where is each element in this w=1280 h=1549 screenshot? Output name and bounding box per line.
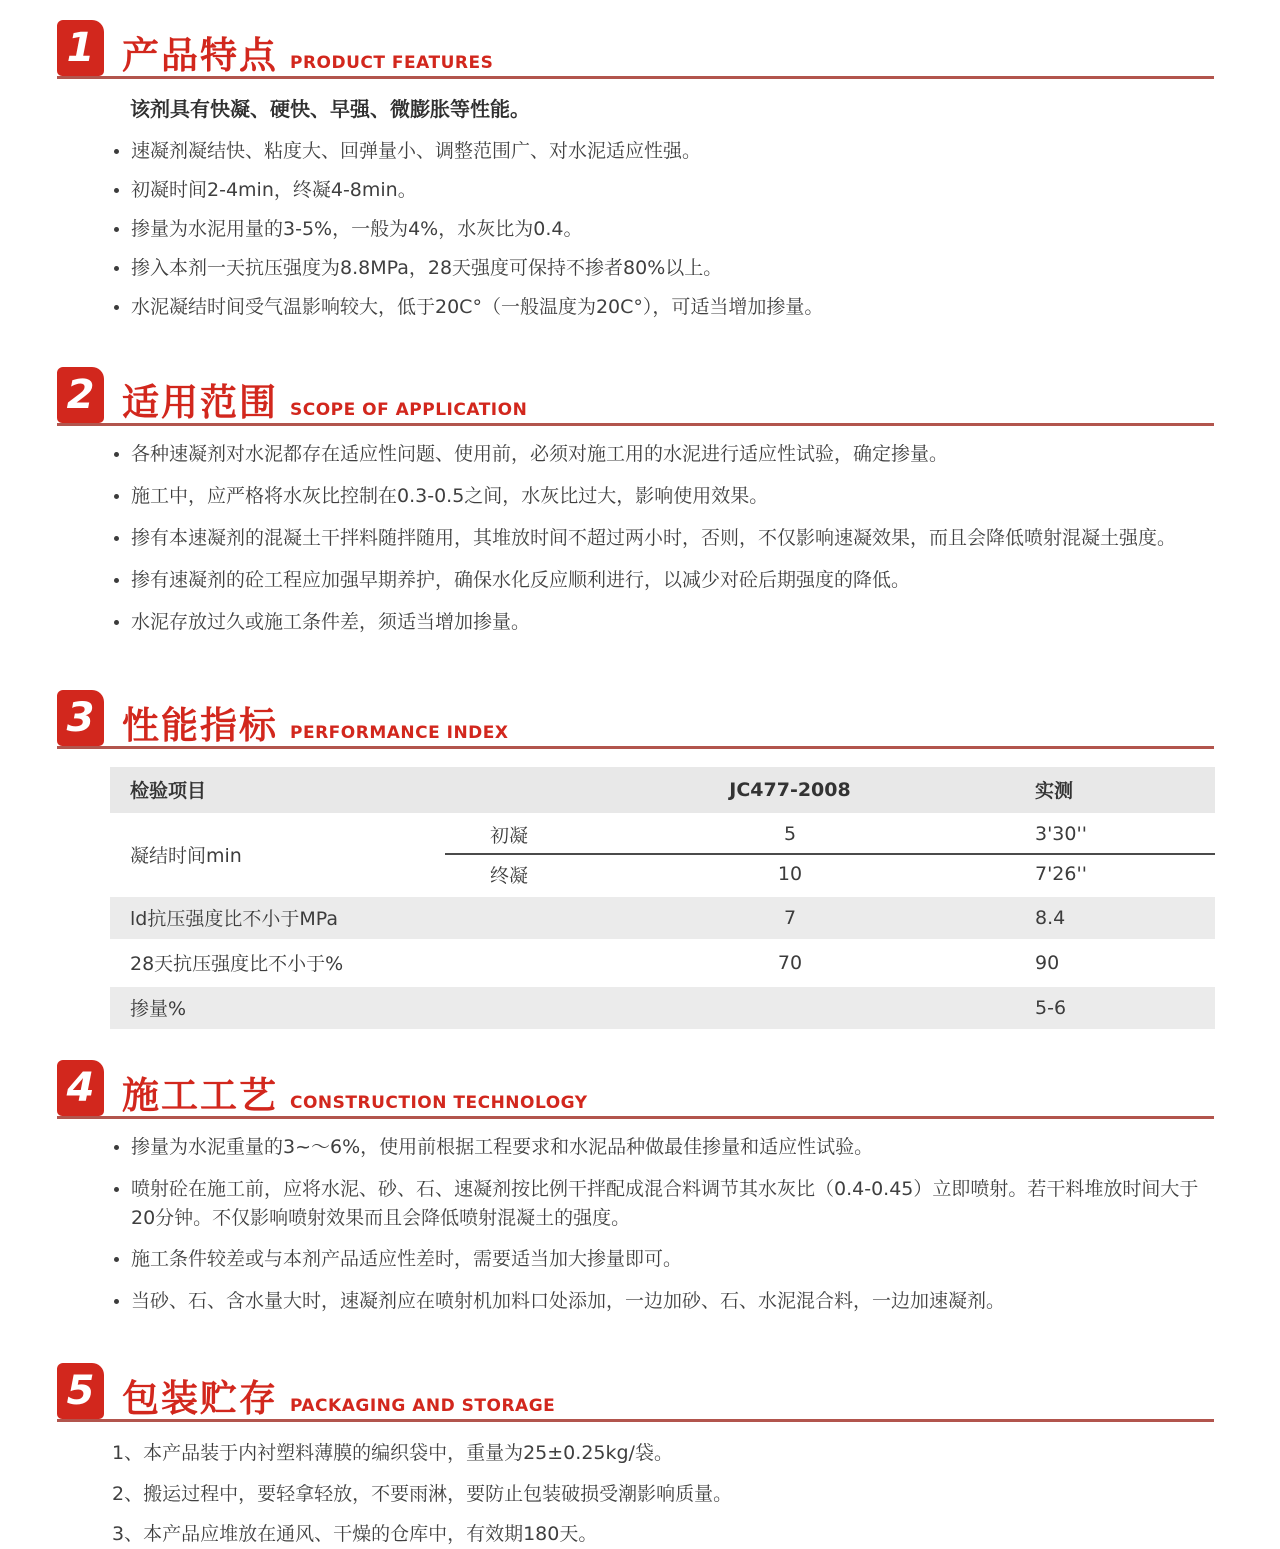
table-row — [110, 897, 1215, 939]
subrow-measured-value: 7'26'' — [1035, 863, 1087, 886]
section-5-badge — [57, 1363, 104, 1419]
section-1-header — [57, 20, 1214, 79]
subrow-standard-value: 10 — [777, 863, 803, 886]
section-4-title: 施工工艺 — [122, 1073, 278, 1117]
bullet-item: 喷射砼在施工前，应将水泥、砂、石、速凝剂按比例干拌配成混合料调节其水灰比（0.4-0.45）立即喷射。若干料堆放时间大于20分钟。不仅影响喷射效果而且会降低喷射混凝土的强度。 — [112, 1175, 1218, 1233]
subrow-label: 初凝 — [490, 824, 529, 847]
subrow-standard-value: 5 — [783, 823, 797, 846]
construction-list — [112, 1133, 1218, 1316]
numbered-item: 2、搬运过程中，要轻拿轻放，不要雨淋，要防止包装破损受潮影响质量。 — [112, 1482, 733, 1505]
row-standard-value: 7 — [783, 906, 797, 929]
setting-time-subrows — [445, 816, 1215, 894]
row-label: ld抗压强度比不小于MPa — [130, 908, 338, 931]
section-5-title: 包装贮存 — [122, 1377, 278, 1421]
col-header-item: 检验项目 — [130, 780, 207, 803]
bullet-item: 各种速凝剂对水泥都存在适应性问题、使用前，必须对施工用的水泥进行适应性试验，确定掺量。 — [112, 440, 1218, 469]
section-scope-of-application — [0, 367, 1280, 636]
scope-list — [112, 440, 1218, 636]
section-number: 3 — [66, 694, 95, 741]
bullet-item: 当砂、石、含水量大时，速凝剂应在喷射机加料口处添加，一边加砂、石、水泥混合料，一边加速凝剂。 — [112, 1287, 1218, 1316]
numbered-item: 3、本产品应堆放在通风、干燥的仓库中，有效期180天。 — [112, 1523, 598, 1546]
row-measured-value: 90 — [1035, 951, 1060, 974]
section-2-subtitle: SCOPE OF APPLICATION — [290, 400, 528, 421]
col-header-measured: 实测 — [1035, 780, 1074, 803]
section-2-header — [57, 367, 1214, 426]
bullet-item: 掺入本剂一天抗压强度为8.8MPa，28天强度可保持不掺者80%以上。 — [112, 254, 1218, 283]
section-number: 5 — [66, 1368, 95, 1415]
table-subrow-initial-set — [445, 816, 1215, 855]
bullet-item: 速凝剂凝结快、粘度大、回弹量小、调整范围广、对水泥适应性强。 — [112, 137, 1218, 166]
subrow-measured-value: 3'30'' — [1035, 823, 1087, 846]
bullet-item: 初凝时间2-4min，终凝4-8min。 — [112, 176, 1218, 205]
product-features-list — [112, 137, 1218, 321]
table-subrow-final-set — [445, 855, 1215, 894]
bullet-item: 施工中，应严格将水灰比控制在0.3-0.5之间，水灰比过大，影响使用效果。 — [112, 482, 1218, 511]
table-row — [110, 987, 1215, 1029]
section-number: 1 — [66, 25, 95, 71]
bullet-item: 掺有速凝剂的砼工程应加强早期养护，确保水化反应顺利进行，以减少对砼后期强度的降低。 — [112, 566, 1218, 595]
section-5-header — [57, 1363, 1214, 1422]
section-3-header — [57, 690, 1214, 749]
row-label: 28天抗压强度比不小于% — [130, 953, 344, 976]
section-4-subtitle: CONSTRUCTION TECHNOLOGY — [290, 1092, 588, 1113]
subrow-label: 终凝 — [490, 864, 529, 887]
table-row — [110, 942, 1215, 984]
section-4-header — [57, 1060, 1214, 1119]
bullet-item: 水泥凝结时间受气温影响较大，低于20C°（一般温度为20C°），可适当增加掺量。 — [112, 293, 1218, 322]
section-1-title: 产品特点 — [122, 34, 278, 77]
section-5-subtitle: PACKAGING AND STORAGE — [290, 1396, 556, 1417]
packaging-list — [112, 1440, 1218, 1549]
bullet-item: 掺量为水泥重量的3~～6%，使用前根据工程要求和水泥品种做最佳掺量和适应性试验。 — [112, 1133, 1218, 1162]
row-label: 掺量% — [130, 998, 187, 1021]
section-4-badge — [57, 1060, 104, 1116]
section-3-subtitle: PERFORMANCE INDEX — [290, 722, 509, 743]
setting-time-label: 凝结时间min — [130, 845, 242, 868]
section-1-badge — [57, 20, 104, 76]
section-number: 2 — [66, 372, 95, 419]
section-1-subtitle: PRODUCT FEATURES — [290, 53, 494, 73]
bullet-item: 掺量为水泥用量的3-5%，一般为4%，水灰比为0.4。 — [112, 215, 1218, 244]
section-3-badge — [57, 690, 104, 746]
row-standard-value: 70 — [777, 951, 803, 974]
section-performance-index — [0, 690, 1280, 1029]
section-2-badge — [57, 367, 104, 423]
numbered-item: 1、本产品装于内衬塑料薄膜的编织袋中，重量为25±0.25kg/袋。 — [112, 1442, 673, 1465]
bullet-item: 掺有本速凝剂的混凝土干拌料随拌随用，其堆放时间不超过两小时，否则，不仅影响速凝效果，而且会降低喷射混凝土强度。 — [112, 524, 1218, 553]
table-header-row — [110, 767, 1215, 813]
section-number: 4 — [66, 1064, 95, 1111]
row-measured-value: 8.4 — [1035, 906, 1066, 929]
table-row-setting-time — [110, 816, 1215, 894]
row-measured-value: 5-6 — [1035, 996, 1067, 1019]
section-2-title: 适用范围 — [122, 381, 278, 425]
section-packaging-storage — [0, 1363, 1280, 1549]
section-3-title: 性能指标 — [122, 703, 278, 747]
bullet-item: 水泥存放过久或施工条件差，须适当增加掺量。 — [112, 608, 1218, 637]
bullet-item: 施工条件较差或与本剂产品适应性差时，需要适当加大掺量即可。 — [112, 1245, 1218, 1274]
col-header-standard: JC477-2008 — [729, 778, 851, 801]
section-product-features — [0, 20, 1280, 321]
section-construction-technology — [0, 1060, 1280, 1316]
performance-table — [110, 767, 1215, 1029]
product-features-intro: 该剂具有快凝、硬快、早强、微膨胀等性能。 — [130, 97, 530, 121]
